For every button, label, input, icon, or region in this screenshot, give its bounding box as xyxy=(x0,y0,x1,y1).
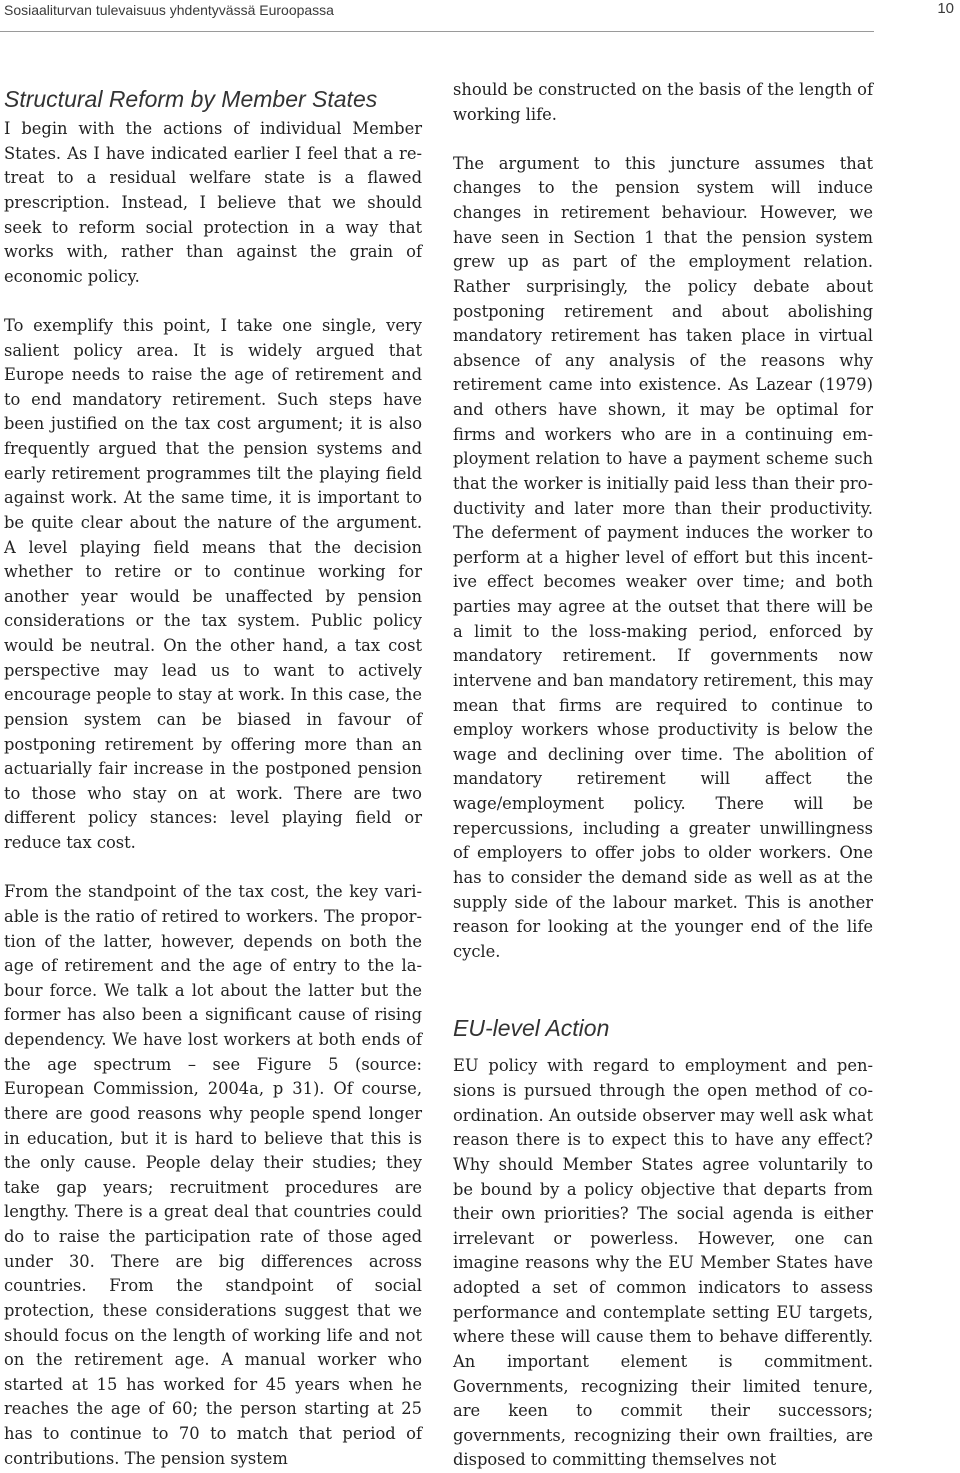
paragraph: The argument to this juncture assumes that changes to the pension system will induce changes in retirement behaviour. However, we have seen in Section 1 that the pension system grew up as part of the employment relation. Rather surprisingly, the policy debate about postponing retirement and about abolishing mandatory retirement has taken place in virtual absence of any analysis of the reasons why retirement came into existence. As Lazear (1979) and others have shown, it may be optimal for firms and workers who are in a continuing employment relation to have a payment scheme such that the worker is initially paid less than their productivity and later more than their productivity. The deferment of payment induces the worker to perform at a higher level of effort but this incentive effect becomes weaker over time; and both parties may agree at the outset that there will be a limit to the loss-making period, enforced by mandatory retirement. If governments now intervene and ban mandatory retirement, this may mean that firms are required to continue to employ workers whose productivity is below the wage and declining over time. The abolition of mandatory retirement will affect the wage/employment policy. There will be repercussions, including a greater unwillingness of employers to offer jobs to older workers. One has to consider the demand side as well as at the supply side of the labour market. This is another reason for looking at the younger end of the life cycle. xyxy=(453,153,873,961)
left-column xyxy=(4,78,422,1471)
section-heading-structural-reform: Structural Reform by Member States xyxy=(4,86,378,112)
paragraph: should be constructed on the basis of the length of working life. xyxy=(453,80,873,124)
running-header xyxy=(0,0,960,36)
paragraph: To exemplify this point, I take one single, very salient policy area. It is widely argued that Europe needs to raise the age of retirement and to end mandatory retirement. Such steps have been justified on the tax cost argument; it is also frequently argued that the pension systems and early retirement programmes tilt the playing field against work. At the same time, it is important to be quite clear about the nature of the argument. A level playing field means that the decision whether to retire or to continue working for another year would be unaffected by pension considerations or the tax system. Public policy would be neutral. On the other hand, a tax cost perspective may lead us to want to actively encourage people to stay at work. In this case, the pension system can be biased in favour of postponing retirement by offering more than an actuarially fair increase in the postponed pension to those who stay on at work. There are two different policy stances: level playing field or reduce tax cost. xyxy=(4,315,422,853)
paragraph: EU policy with regard to employment and pensions is pursued through the open method of coordination. An outside observer may well ask what reason there is to expect this to have any effect? Why should Member States agree voluntarily to be bound by a policy objective that departs from their own priorities? The social agenda is either irrelevant or powerless. However, one can imagine reasons why the EU Member States have adopted a set of common indicators to assess performance and contemplate setting EU targets, where these will cause them to behave differently. An important element is commitment. Governments, recognizing their limited tenure, are keen to commit their successors; governments, recognizing their own frailties, are disposed to committing themselves not xyxy=(453,1056,873,1470)
paragraph: I begin with the actions of individual Member States. As I have indicated earlier I feel that a retreat to a residual welfare state is a flawed prescription. Instead, I believe that we should seek to reform social protection in a way that works with, rather than against the grain of economic policy. xyxy=(4,119,422,286)
running-header-title: Sosiaaliturvan tulevaisuus yhdentyvässä Euroopassa xyxy=(4,2,334,18)
paragraph: From the standpoint of the tax cost, the key variable is the ratio of retired to workers. The proportion of the latter, however, depends on both the age of retirement and the age of entry to the labour force. We talk a lot about the latter but the former has also been a significant cause of rising dependency. We have lost workers at both ends of the age spectrum – see Figure 5 (source: European Commission, 2004a, p 31). Of course, there are good reasons why people spend longer in education, but it is hard to believe that this is the only cause. People delay their studies; they take gap years; recruitment procedures are lengthy. There is a great deal that countries could do to raise the participation rate of those aged under 30. There are big differences across countries. From the standpoint of social protection, these considerations suggest that we should focus on the length of working life and not on the retirement age. A manual worker who started at 15 has worked for 45 years when he reaches the age of 60; the person starting at 25 has to continue to 70 to match that period of contributions. The pension system xyxy=(4,882,422,1468)
page-number: 10 xyxy=(937,0,954,17)
section-heading-eu-level-action: EU-level Action xyxy=(453,1015,610,1042)
right-column xyxy=(453,78,873,1473)
header-divider xyxy=(0,31,874,32)
section-eu-level-action xyxy=(453,1010,873,1046)
